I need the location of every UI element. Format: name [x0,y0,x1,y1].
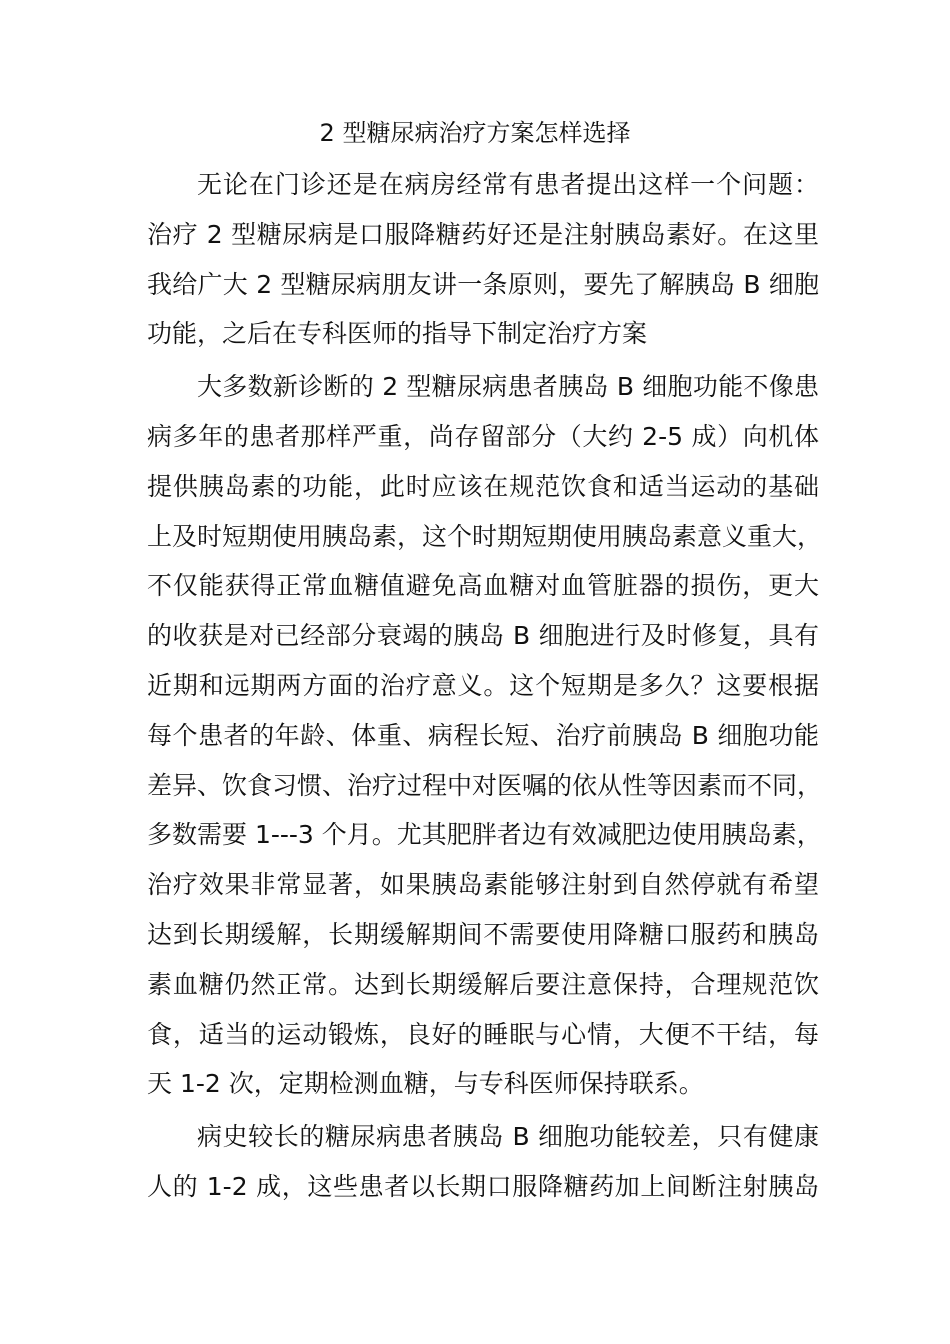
paragraph-3-line: 人的 1-2 成，这些患者以长期口服降糖药加上间断注射胰岛 [147,1171,819,1201]
paragraph-2-line: 多数需要 1---3 个月。尤其肥胖者边有效减肥边使用胰岛素， [147,820,822,850]
paragraph-2-line: 近期和远期两方面的治疗意义。这个短期是多久？这要根据 [147,670,819,700]
paragraph-2-line: 大多数新诊断的 2 型糖尿病患者胰岛 B 细胞功能不像患 [197,372,819,402]
paragraph-1-line: 无论在门诊还是在病房经常有患者提出这样一个问题： [197,170,819,199]
paragraph-2-line: 天 1-2 次，定期检测血糖，与专科医师保持联系。 [147,1069,704,1099]
document-body [147,160,823,1212]
paragraph-2-line: 不仅能获得正常血糖值避免高血糖对血管脏器的损伤，更大 [147,571,819,601]
document-title: 2 型糖尿病治疗方案怎样选择 [319,119,631,147]
paragraph-2-line: 治疗效果非常显著，如果胰岛素能够注射到自然停就有希望 [147,870,819,900]
paragraph-3-line: 病史较长的糖尿病患者胰岛 B 细胞功能较差，只有健康 [197,1122,819,1152]
paragraph-1-line: 我给广大 2 型糖尿病朋友讲一条原则，要先了解胰岛 B 细胞 [147,269,819,299]
paragraph-1-line: 功能，之后在专科医师的指导下制定治疗方案 [147,319,648,349]
paragraph-1-line: 治疗 2 型糖尿病是口服降糖药好还是注射胰岛素好。在这里 [147,219,819,249]
paragraph-2-line: 食，适当的运动锻炼，良好的睡眠与心情，大便不干结，每 [147,1019,819,1049]
paragraph-2-line: 素血糖仍然正常。达到长期缓解后要注意保持，合理规范饮 [147,969,819,999]
paragraph-2-line: 提供胰岛素的功能，此时应该在规范饮食和适当运动的基础 [147,471,819,501]
paragraph-2-line: 病多年的患者那样严重，尚存留部分（大约 2-5 成）向机体 [147,421,819,451]
paragraph-2-line: 差异、饮食习惯、治疗过程中对医嘱的依从性等因素而不同， [147,770,823,800]
paragraph-2-line: 上及时短期使用胰岛素，这个时期短期使用胰岛素意义重大， [147,521,823,551]
paragraph-2-line: 达到长期缓解，长期缓解期间不需要使用降糖口服药和胰岛 [147,919,819,949]
paragraph-2-line: 的收获是对已经部分衰竭的胰岛 B 细胞进行及时修复，具有 [147,621,819,651]
paragraph-2-line: 每个患者的年龄、体重、病程长短、治疗前胰岛 B 细胞功能 [147,720,819,750]
